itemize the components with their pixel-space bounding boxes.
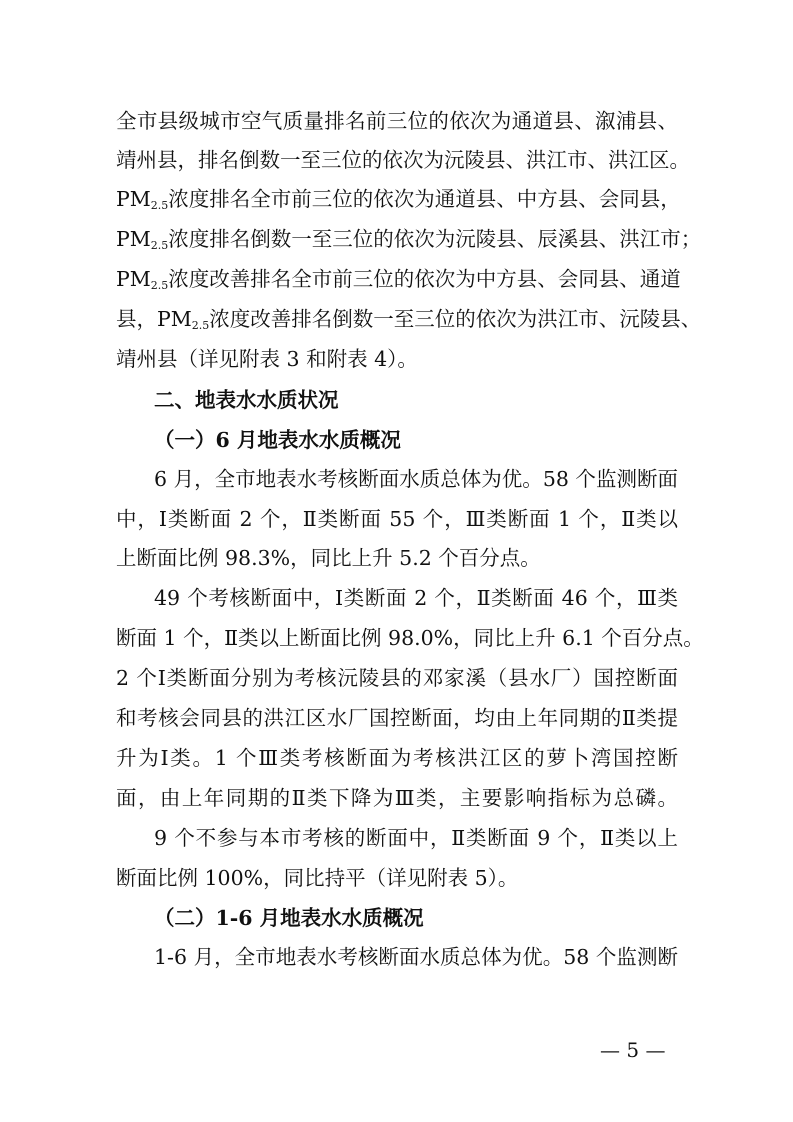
paragraph-line xyxy=(116,304,702,341)
line-text: 浓度改善排名全市前三位的依次为中方县、会同县、通道 xyxy=(168,267,681,291)
paragraph-line: 9 个不参与本市考核的断面中，Ⅱ类断面 9 个，Ⅱ类以上 xyxy=(154,826,678,850)
paragraph-line: 全市县级城市空气质量排名前三位的依次为通道县、溆浦县、 xyxy=(116,109,678,133)
paragraph-line: 49 个考核断面中，Ⅰ类断面 2 个，Ⅱ类断面 46 个，Ⅲ类 xyxy=(154,586,678,610)
paragraph-line: 2 个Ⅰ类断面分别为考核沅陵县的邓家溪（县水厂）国控断面 xyxy=(116,666,678,690)
line-text: 浓度排名倒数一至三位的依次为沅陵县、辰溪县、洪江市； xyxy=(168,227,702,251)
subsection-heading: （二）1-6 月地表水水质概况 xyxy=(154,906,424,930)
page-number: — 5 — xyxy=(600,1038,666,1062)
pm-label: PM xyxy=(116,187,151,211)
paragraph-line: 6 月，全市地表水考核断面水质总体为优。58 个监测断面 xyxy=(154,467,678,491)
pm-label: PM xyxy=(116,267,151,291)
pm-subscript: 2.5 xyxy=(150,239,169,252)
line-text: 县，PM xyxy=(116,307,192,331)
paragraph-line: 断面 1 个，Ⅱ类以上断面比例 98.0%，同比上升 6.1 个百分点。 xyxy=(116,626,704,650)
paragraph-line: 面，由上年同期的Ⅱ类下降为Ⅲ类，主要影响指标为总磷。 xyxy=(116,786,678,810)
paragraph-line: 和考核会同县的洪江区水厂国控断面，均由上年同期的Ⅱ类提 xyxy=(116,706,678,730)
paragraph-line xyxy=(116,184,681,221)
pm-subscript: 2.5 xyxy=(191,319,210,332)
paragraph-line: 升为Ⅰ类。1 个Ⅲ类考核断面为考核洪江区的萝卜湾国控断 xyxy=(116,746,678,770)
paragraph-line: 断面比例 100%，同比持平（详见附表 5）。 xyxy=(116,866,519,890)
paragraph-line xyxy=(116,224,702,261)
paragraph-line: 中，Ⅰ类断面 2 个，Ⅱ类断面 55 个，Ⅲ类断面 1 个，Ⅱ类以 xyxy=(116,507,678,531)
pm-subscript: 2.5 xyxy=(150,199,169,212)
paragraph-line: 靖州县（详见附表 3 和附表 4）。 xyxy=(116,347,418,371)
paragraph-line xyxy=(116,264,681,301)
pm-subscript: 2.5 xyxy=(150,279,169,292)
line-text: 浓度改善排名倒数一至三位的依次为洪江市、沅陵县、 xyxy=(209,307,702,331)
subsection-heading: （一）6 月地表水水质概况 xyxy=(154,428,401,452)
line-text: 浓度排名全市前三位的依次为通道县、中方县、会同县， xyxy=(168,187,681,211)
pm-label: PM xyxy=(116,227,151,251)
paragraph-line: 上断面比例 98.3%，同比上升 5.2 个百分点。 xyxy=(116,546,541,570)
paragraph-line: 靖州县，排名倒数一至三位的依次为沅陵县、洪江市、洪江区。 xyxy=(116,148,690,172)
section-heading: 二、地表水水质状况 xyxy=(154,388,339,412)
paragraph-line: 1-6 月，全市地表水考核断面水质总体为优。58 个监测断 xyxy=(154,945,678,969)
